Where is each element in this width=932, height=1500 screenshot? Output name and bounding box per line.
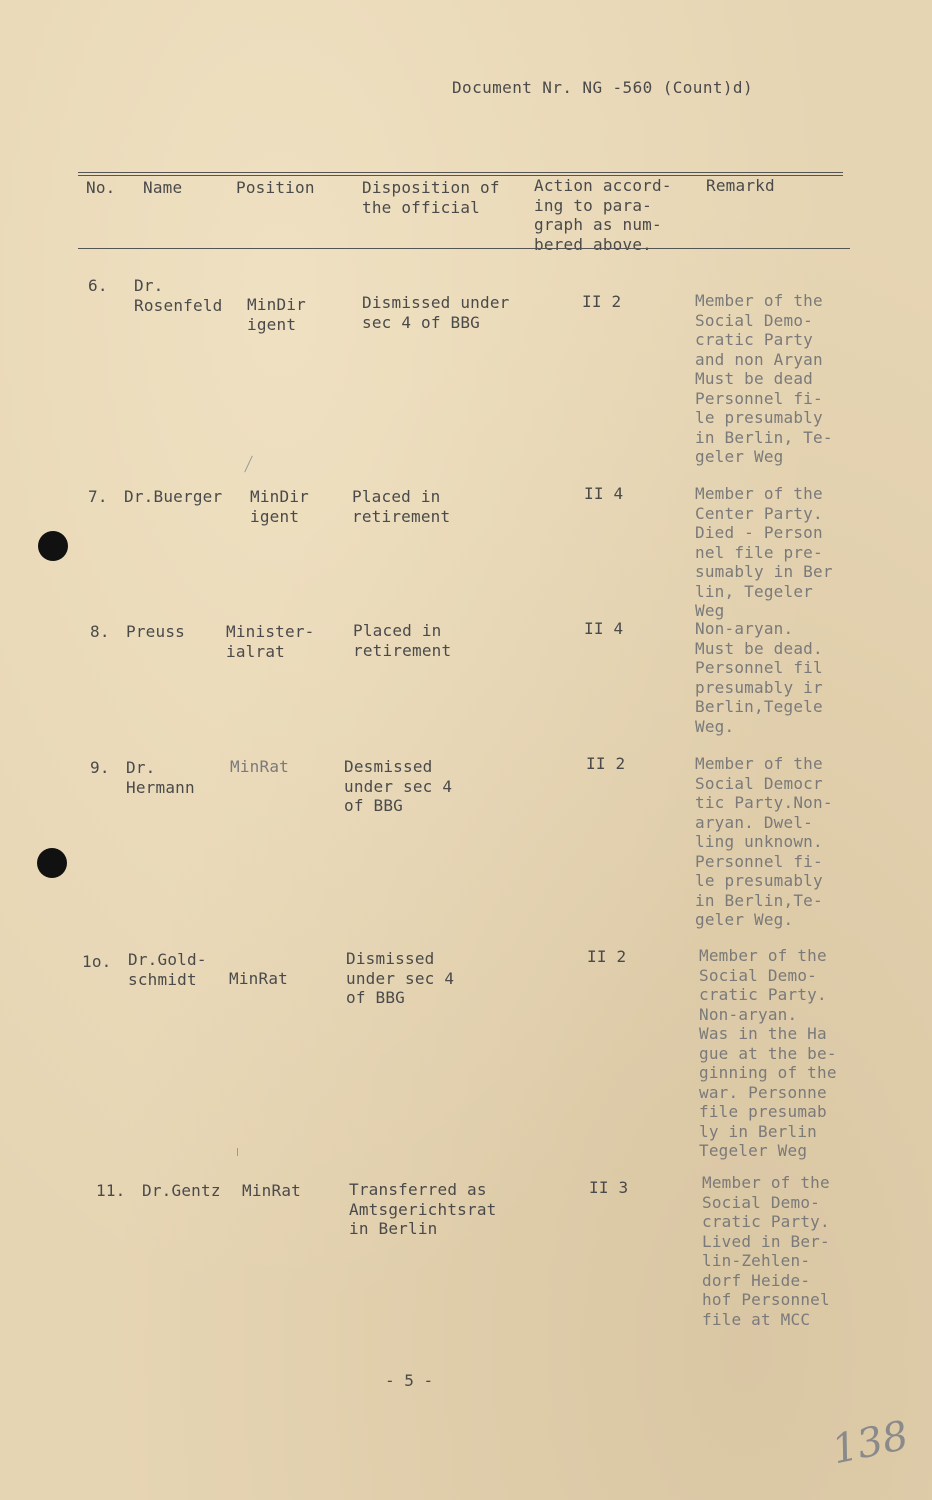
row-remarks: Member of the Social Demo- cratic Party and non Aryan Must be dead Personnel fi- le presumably in Berlin, Te- geler Weg [695, 291, 833, 466]
row-remarks: Member of the Social Demo- cratic Party. Lived in Ber- lin-Zehlen- dorf Heide- hof Personnel file at MCC [702, 1173, 830, 1329]
col-header-no: No. [86, 178, 116, 197]
row-disposition: Dismissed under sec 4 of BBG [362, 293, 510, 332]
row-remarks: Member of the Social Demo- cratic Party. Non-aryan. Was in the Ha gue at the be- ginning of the war. Personne file presumab ly in Berlin Tegeler Weg [699, 946, 837, 1160]
table-header-rule [78, 248, 850, 249]
row-remarks: Member of the Social Democr tic Party.Non- aryan. Dwel- ling unknown. Personnel fi- le presumably in Berlin,Te- geler Weg. [695, 754, 833, 929]
row-disposition: Placed in retirement [352, 487, 451, 526]
document-header: Document Nr. NG -560 (Count)d) [452, 78, 753, 97]
col-header-disposition: Disposition of the official [362, 178, 500, 217]
row-no: 7. [88, 487, 108, 506]
row-position: MinDir igent [247, 295, 306, 334]
row-name: Dr. Rosenfeld [134, 276, 223, 315]
row-disposition: Desmissed under sec 4 of BBG [344, 757, 453, 815]
col-header-action: Action accord- ing to para- graph as num- bered above. [534, 176, 672, 254]
row-disposition: Transferred as Amtsgerichtsrat in Berlin [349, 1180, 497, 1238]
col-header-remarks: Remarkd [706, 176, 775, 195]
row-name: Dr.Buerger [124, 487, 223, 506]
row-no: 6. [88, 276, 108, 295]
row-position: MinRat [230, 757, 289, 776]
row-remarks: Non-aryan. Must be dead. Personnel fil presumably ir Berlin,Tegele Weg. [695, 619, 823, 736]
row-action: II 4 [584, 619, 624, 638]
row-action: II 2 [586, 754, 626, 773]
row-action: II 2 [587, 947, 627, 966]
row-no: 8. [90, 622, 110, 641]
handwritten-page-stamp: 138 [828, 1412, 913, 1474]
row-position: MinRat [229, 969, 288, 988]
row-remarks: Member of the Center Party. Died - Person nel file pre- sumably in Ber lin, Tegeler Weg [695, 484, 833, 620]
row-position: MinRat [242, 1181, 301, 1200]
row-name: Dr.Gentz [142, 1181, 221, 1200]
col-header-name: Name [143, 178, 183, 197]
row-no: 9. [90, 758, 110, 777]
page-number: - 5 - [385, 1371, 434, 1390]
row-name: Dr.Gold- schmidt [128, 950, 207, 989]
row-position: Minister- ialrat [226, 622, 315, 661]
punch-hole [37, 848, 67, 878]
row-disposition: Placed in retirement [353, 621, 452, 660]
stray-pencil-mark [237, 1148, 238, 1156]
row-disposition: Dismissed under sec 4 of BBG [346, 949, 455, 1007]
row-action: II 2 [582, 292, 622, 311]
row-name: Preuss [126, 622, 185, 641]
row-action: II 3 [589, 1178, 629, 1197]
row-name: Dr. Hermann [126, 758, 195, 797]
row-no: 1o. [82, 952, 112, 971]
row-position: MinDir igent [250, 487, 309, 526]
row-no: 11. [96, 1181, 126, 1200]
col-header-position: Position [236, 178, 315, 197]
punch-hole [38, 531, 68, 561]
stray-pencil-mark [244, 456, 253, 473]
table-top-rule [78, 172, 843, 173]
row-action: II 4 [584, 484, 624, 503]
